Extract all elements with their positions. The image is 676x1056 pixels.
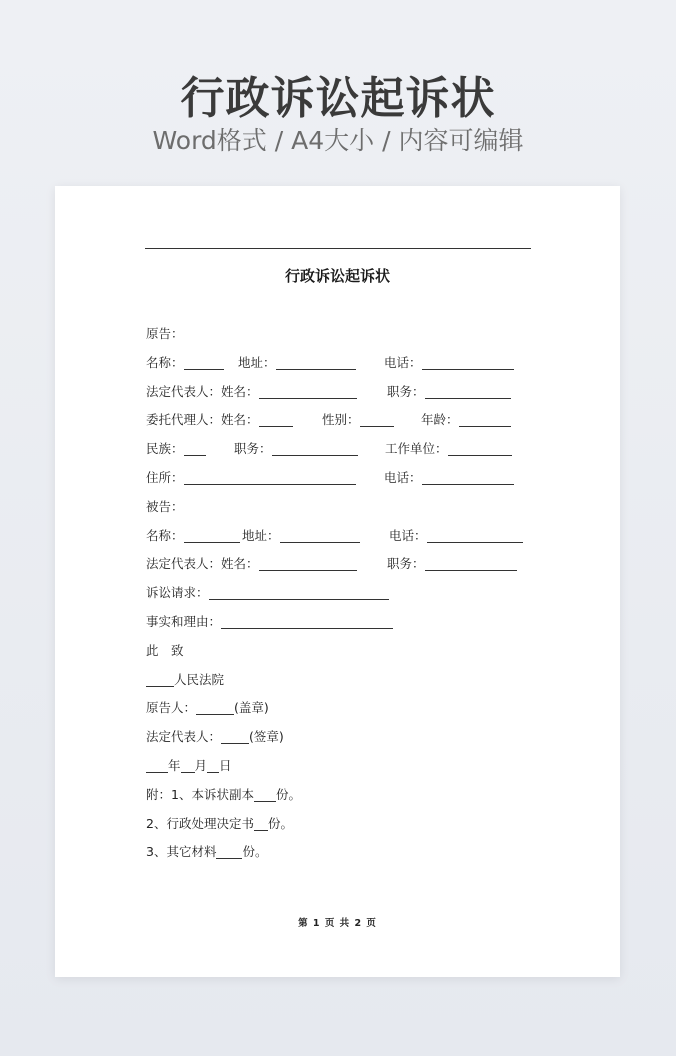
legal-rep-name-label: 姓名： <box>221 383 259 399</box>
position-label: 职务： <box>387 383 425 399</box>
signer-rep-label: 法定代表人： <box>146 729 222 745</box>
rep-signature-line <box>146 727 586 756</box>
attachment-2-label: 2、行政处理决定书 <box>146 815 254 831</box>
phone-label: 电话： <box>384 469 422 485</box>
year-blank[interactable] <box>146 758 168 773</box>
agent-residence-blank[interactable] <box>184 470 356 485</box>
agent-ethnicity-blank[interactable] <box>184 441 206 456</box>
attachment-3-line <box>146 842 586 871</box>
legal-rep-label: 法定代表人： <box>146 383 222 399</box>
banner-subtitle: Word格式 / A4大小 / 内容可编辑 <box>152 126 524 155</box>
agent-gender-blank[interactable] <box>360 412 394 427</box>
name-label: 名称： <box>146 527 184 543</box>
rep-signature-blank[interactable] <box>221 729 249 744</box>
agent-position-blank[interactable] <box>272 441 358 456</box>
plaintiff-legal-rep-name-blank[interactable] <box>259 384 357 399</box>
defendant-heading: 被告： <box>146 498 184 514</box>
court-name-blank[interactable] <box>146 672 174 687</box>
agent-employer-blank[interactable] <box>448 441 512 456</box>
date-month: 月 <box>194 757 208 773</box>
plaintiff-legal-rep-position-blank[interactable] <box>425 384 511 399</box>
defendant-name-line <box>146 526 586 555</box>
attachment-1-line <box>146 785 586 814</box>
legal-rep-label: 法定代表人： <box>146 556 222 572</box>
plaintiff-heading-line <box>146 324 586 353</box>
attachment-3-suffix: 份。 <box>242 844 268 860</box>
plaintiff-heading: 原告： <box>146 326 184 341</box>
defendant-legal-rep-position-blank[interactable] <box>425 556 517 571</box>
agent-name-label: 姓名： <box>221 412 259 428</box>
signer-plaintiff-label: 原告人： <box>146 700 197 716</box>
month-blank[interactable] <box>181 758 195 773</box>
attachment-1-suffix: 份。 <box>275 786 301 802</box>
address-label: 地址： <box>238 354 276 370</box>
attachment-2-line <box>146 814 586 843</box>
employer-label: 工作单位： <box>385 441 448 457</box>
plaintiff-name-line <box>146 353 586 382</box>
header-rule <box>145 248 531 249</box>
agent-name-blank[interactable] <box>259 412 293 427</box>
claims-line <box>146 583 586 612</box>
date-line <box>146 756 586 785</box>
plaintiff-signature-blank[interactable] <box>196 700 234 715</box>
court-suffix: 人民法院 <box>174 671 225 687</box>
position-label: 职务： <box>387 556 425 572</box>
ethnicity-label: 民族： <box>146 441 184 457</box>
attachment-3-label: 3、其它材料 <box>146 844 217 860</box>
plaintiff-signature-line <box>146 698 586 727</box>
attachment-1-count-blank[interactable] <box>254 787 276 802</box>
age-label: 年龄： <box>421 412 459 428</box>
page-number-footer: 第 1 页 共 2 页 <box>298 918 377 929</box>
facts-line <box>146 612 586 641</box>
salutation: 此 致 <box>146 642 184 658</box>
document-title: 行政诉讼起诉状 <box>284 267 390 285</box>
defendant-heading-line <box>146 497 586 526</box>
salutation-line <box>146 641 586 670</box>
attachment-2-suffix: 份。 <box>267 815 293 831</box>
defendant-name-blank[interactable] <box>184 528 240 543</box>
address-label: 地址： <box>242 527 280 543</box>
seal-note: (盖章) <box>234 700 269 716</box>
agent-phone-blank[interactable] <box>422 470 514 485</box>
defendant-address-blank[interactable] <box>280 528 360 543</box>
attachment-3-count-blank[interactable] <box>216 844 242 859</box>
date-year: 年 <box>168 757 181 773</box>
defendant-phone-blank[interactable] <box>427 528 523 543</box>
residence-label: 住所： <box>146 469 184 485</box>
defendant-legal-rep-line <box>146 554 586 583</box>
attachment-2-count-blank[interactable] <box>254 816 268 831</box>
attachment-1-label: 附：1、本诉状副本 <box>146 786 254 802</box>
gender-label: 性别： <box>322 412 360 428</box>
plaintiff-phone-blank[interactable] <box>422 355 514 370</box>
plaintiff-legal-rep-line <box>146 382 586 411</box>
phone-label: 电话： <box>389 527 427 543</box>
day-blank[interactable] <box>207 758 219 773</box>
claims-label: 诉讼请求： <box>146 585 209 601</box>
date-day: 日 <box>219 757 232 773</box>
agent-label: 委托代理人： <box>146 412 222 428</box>
facts-label: 事实和理由： <box>146 613 222 629</box>
form-body <box>146 324 586 871</box>
plaintiff-name-blank[interactable] <box>184 355 224 370</box>
court-line <box>146 670 586 699</box>
plaintiff-address-blank[interactable] <box>276 355 356 370</box>
sign-note: (签章) <box>249 729 284 745</box>
banner-title: 行政诉讼起诉状 <box>180 73 496 124</box>
phone-label: 电话： <box>384 354 422 370</box>
facts-blank[interactable] <box>221 614 393 629</box>
position-label: 职务： <box>234 441 272 457</box>
legal-rep-name-label: 姓名： <box>221 556 259 572</box>
name-label: 名称： <box>146 354 184 370</box>
claims-blank[interactable] <box>209 585 389 600</box>
document-page <box>55 186 620 977</box>
agent-detail-line <box>146 439 586 468</box>
residence-line <box>146 468 586 497</box>
defendant-legal-rep-name-blank[interactable] <box>259 556 357 571</box>
agent-line <box>146 410 586 439</box>
agent-age-blank[interactable] <box>459 412 511 427</box>
